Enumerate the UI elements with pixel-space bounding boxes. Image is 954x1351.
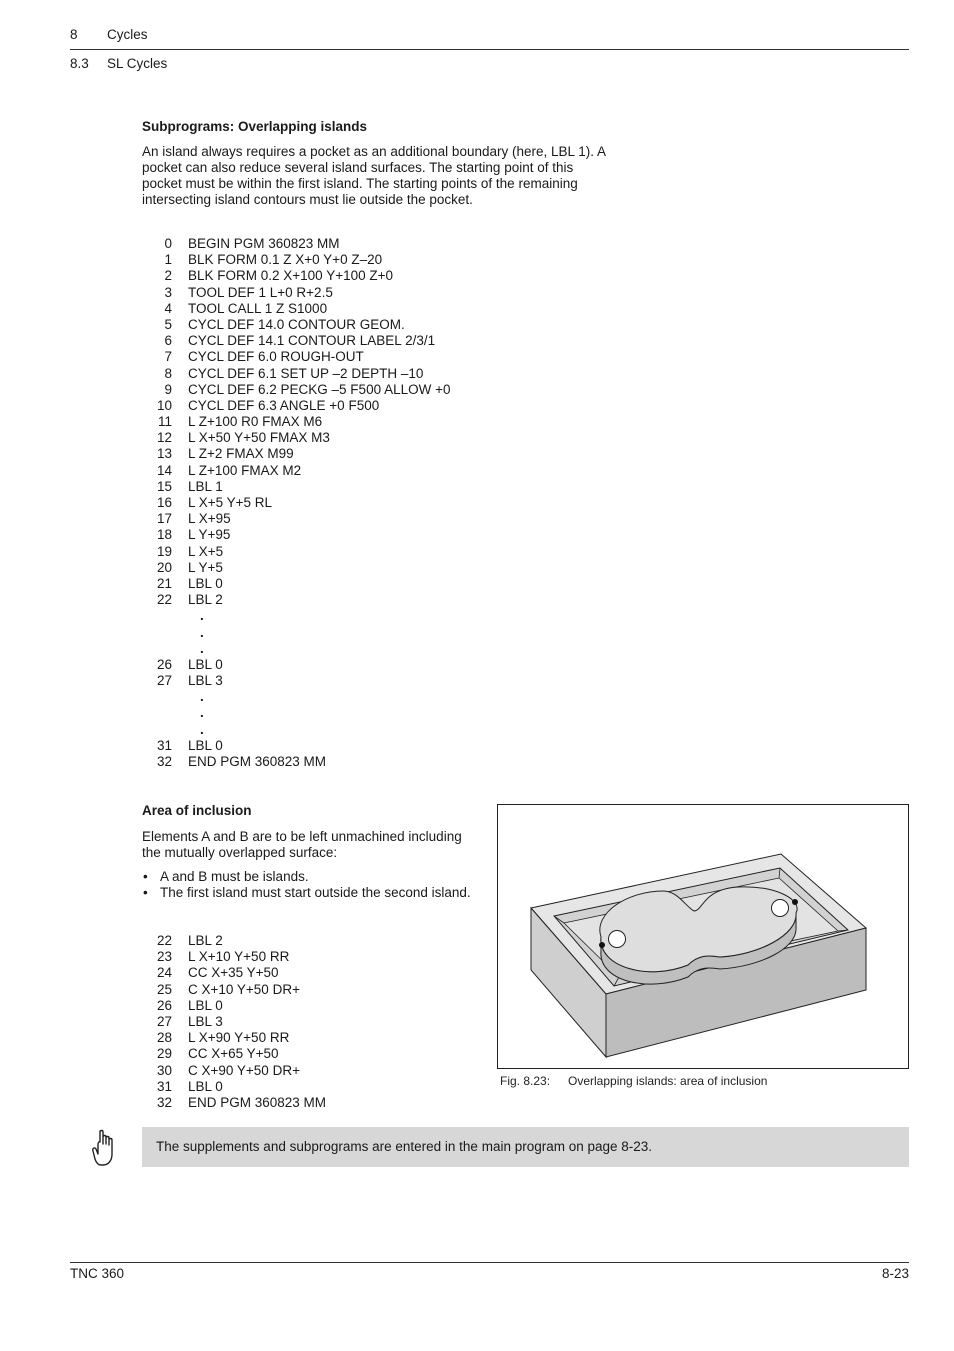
- program-line-text: L X+95: [188, 511, 231, 527]
- program-line: [142, 560, 451, 576]
- header-section-number: 8.3: [70, 56, 89, 71]
- program-line: [142, 430, 451, 446]
- program-line-number: 8: [164, 365, 172, 381]
- program-line-number: 3: [164, 284, 172, 300]
- footer-page-number: 8-23: [881, 1266, 909, 1281]
- header-section-title: SL Cycles: [107, 56, 168, 71]
- program-line-text: CYCL DEF 6.3 ANGLE +0 F500: [188, 397, 380, 413]
- program-ellipsis-dot: .: [200, 705, 204, 721]
- program-line-text: L X+5: [188, 543, 224, 559]
- program-line: [142, 689, 451, 705]
- program-line-number: 2: [164, 268, 172, 284]
- program-line-text: L Y+95: [188, 527, 231, 543]
- program-line: [142, 722, 451, 738]
- program-line: [142, 1030, 326, 1046]
- program-line-text: LBL 0: [188, 737, 223, 753]
- program-line-number: 26: [156, 997, 172, 1013]
- program-line: [142, 463, 451, 479]
- program-line: [142, 1046, 326, 1062]
- program-line-text: LBL 0: [188, 656, 223, 672]
- program-line-number: 22: [156, 933, 172, 948]
- requirements-list: [142, 869, 472, 901]
- program-line: [142, 592, 451, 608]
- section-paragraph-overlapping-islands: An island always requires a pocket as an additional boundary (here, LBL 1). A pocket can also reduce several island surfaces. The starting point of this pocket must be within the first island. The starting points of the remaining intersecting island contours must lie outside the pocket.: [142, 144, 606, 207]
- program-line-text: CYCL DEF 14.1 CONTOUR LABEL 2/3/1: [188, 333, 436, 349]
- program-line-text: LBL 0: [188, 1078, 223, 1094]
- figure-box: [497, 804, 909, 1069]
- program-line: [142, 738, 451, 754]
- program-line-text: C X+10 Y+50 DR+: [188, 981, 300, 997]
- program-line: [142, 479, 451, 495]
- section-title-overlapping-islands: Subprograms: Overlapping islands: [142, 119, 368, 134]
- program-line: [142, 268, 451, 284]
- list-item: • The first island must start outside the second island.: [142, 885, 472, 901]
- overlapping-islands-illustration: [498, 805, 908, 1068]
- program-line-number: 31: [156, 1078, 172, 1094]
- program-line: [142, 544, 451, 560]
- note-text: The supplements and subprograms are entered in the main program on page 8-23.: [156, 1139, 653, 1154]
- program-line-text: L Z+100 FMAX M2: [188, 462, 302, 478]
- program-line-number: 18: [156, 527, 172, 543]
- program-ellipsis-dot: .: [200, 608, 204, 624]
- list-item: • A and B must be islands.: [142, 869, 472, 885]
- program-line-number: 32: [156, 754, 172, 769]
- program-ellipsis-dot: .: [200, 624, 204, 640]
- note-box: [142, 1127, 909, 1167]
- program-line: [142, 998, 326, 1014]
- program-line-number: 27: [156, 673, 172, 689]
- program-ellipsis-dot: .: [200, 640, 204, 656]
- program-line-number: 19: [156, 543, 172, 559]
- program-line: [142, 414, 451, 430]
- program-line-number: 25: [156, 981, 172, 997]
- program-listing-inclusion: [142, 933, 326, 1111]
- program-ellipsis-dot: .: [200, 689, 204, 705]
- program-line: [142, 1095, 326, 1111]
- program-line: [142, 754, 451, 770]
- header-chapter-number: 8: [70, 27, 78, 42]
- program-line-text: TOOL DEF 1 L+0 R+2.5: [188, 284, 333, 300]
- program-line-text: L Z+2 FMAX M99: [188, 446, 294, 462]
- header-chapter-title: Cycles: [107, 27, 148, 42]
- program-line-text: L X+90 Y+50 RR: [188, 1030, 290, 1046]
- program-line-number: 7: [164, 349, 172, 365]
- program-line-number: 20: [156, 559, 172, 575]
- figure-caption-text: Overlapping islands: area of inclusion: [568, 1074, 768, 1088]
- program-line-text: BLK FORM 0.2 X+100 Y+100 Z+0: [188, 268, 393, 284]
- program-line-text: CYCL DEF 6.1 SET UP –2 DEPTH –10: [188, 365, 424, 381]
- program-line-number: 13: [156, 446, 172, 462]
- program-line-text: CYCL DEF 14.0 CONTOUR GEOM.: [188, 316, 405, 332]
- program-line-text: L X+5 Y+5 RL: [188, 495, 273, 510]
- header-rule: [70, 49, 909, 50]
- program-line: [142, 511, 451, 527]
- program-line-number: 27: [156, 1013, 172, 1029]
- program-line: [142, 446, 451, 462]
- program-line: [142, 495, 451, 511]
- pointing-hand-icon: [92, 1128, 122, 1173]
- program-listing-main: [142, 236, 451, 770]
- program-line-text: C X+90 Y+50 DR+: [188, 1062, 300, 1078]
- program-line: [142, 349, 451, 365]
- program-line-text: L X+10 Y+50 RR: [188, 949, 290, 965]
- program-line-number: 9: [164, 381, 172, 397]
- program-line-text: CYCL DEF 6.2 PECKG –5 F500 ALLOW +0: [188, 381, 451, 397]
- footer-manual-name: TNC 360: [70, 1266, 125, 1281]
- program-line-text: TOOL CALL 1 Z S1000: [188, 300, 328, 316]
- program-line-text: BEGIN PGM 360823 MM: [188, 236, 340, 251]
- program-line-text: LBL 3: [188, 1013, 223, 1029]
- program-line: [142, 285, 451, 301]
- program-line: [142, 398, 451, 414]
- program-line: [142, 625, 451, 641]
- program-line-number: 1: [164, 252, 172, 268]
- section-title-area-of-inclusion: Area of inclusion: [142, 803, 252, 818]
- program-line-text: LBL 2: [188, 592, 223, 608]
- program-line-number: 5: [164, 316, 172, 332]
- program-line-number: 15: [156, 478, 172, 494]
- program-line-number: 29: [156, 1046, 172, 1062]
- program-line-text: CYCL DEF 6.0 ROUGH-OUT: [188, 349, 364, 365]
- program-line-text: L Z+100 R0 FMAX M6: [188, 414, 323, 430]
- program-line-number: 23: [156, 949, 172, 965]
- program-line-text: LBL 0: [188, 997, 223, 1013]
- program-line: [142, 965, 326, 981]
- program-line-number: 14: [156, 462, 172, 478]
- program-line-number: 12: [156, 430, 172, 446]
- program-line-number: 16: [156, 495, 172, 510]
- program-line-number: 10: [156, 397, 172, 413]
- figure-caption: [500, 1074, 767, 1088]
- program-line-number: 30: [156, 1062, 172, 1078]
- program-line-text: CC X+35 Y+50: [188, 965, 279, 981]
- program-line-number: 26: [156, 656, 172, 672]
- program-line-text: LBL 0: [188, 575, 223, 591]
- program-line-number: 24: [156, 965, 172, 981]
- program-line-number: 4: [164, 300, 172, 316]
- program-line-text: LBL 1: [188, 478, 223, 494]
- program-line: [142, 527, 451, 543]
- program-ellipsis-dot: .: [200, 721, 204, 737]
- program-line: [142, 333, 451, 349]
- program-line-text: CC X+65 Y+50: [188, 1046, 279, 1062]
- section-paragraph-area-of-inclusion: Elements A and B are to be left unmachined including the mutually overlapped surface:: [142, 829, 462, 860]
- program-line-number: 17: [156, 511, 172, 527]
- program-line-text: LBL 3: [188, 673, 223, 689]
- program-line: [142, 252, 451, 268]
- program-line: [142, 641, 451, 657]
- program-line-text: L Y+5: [188, 559, 223, 575]
- program-line-text: LBL 2: [188, 933, 223, 948]
- program-line-number: 31: [156, 737, 172, 753]
- program-line-text: BLK FORM 0.1 Z X+0 Y+0 Z–20: [188, 252, 383, 268]
- program-line: [142, 657, 451, 673]
- program-line: [142, 933, 326, 949]
- program-line-number: 0: [164, 236, 172, 251]
- program-line-text: END PGM 360823 MM: [188, 1094, 327, 1110]
- program-line-number: 28: [156, 1030, 172, 1046]
- program-line-text: END PGM 360823 MM: [188, 754, 327, 769]
- program-line: [142, 301, 451, 317]
- program-line: [142, 673, 451, 689]
- program-line: [142, 382, 451, 398]
- program-line: [142, 1063, 326, 1079]
- program-line: [142, 705, 451, 721]
- program-line: [142, 1079, 326, 1095]
- program-line: [142, 236, 451, 252]
- program-line: [142, 366, 451, 382]
- program-line-number: 6: [164, 333, 172, 349]
- program-line: [142, 317, 451, 333]
- program-line-number: 21: [156, 575, 172, 591]
- program-line: [142, 982, 326, 998]
- program-line-number: 32: [156, 1094, 172, 1110]
- program-line-number: 11: [157, 414, 172, 430]
- program-line: [142, 608, 451, 624]
- footer-rule: [70, 1262, 909, 1263]
- program-line: [142, 1014, 326, 1030]
- program-line: [142, 576, 451, 592]
- program-line-text: L X+50 Y+50 FMAX M3: [188, 430, 330, 446]
- program-line: [142, 949, 326, 965]
- program-line-number: 22: [156, 592, 172, 608]
- figure-label: Fig. 8.23:: [500, 1074, 551, 1088]
